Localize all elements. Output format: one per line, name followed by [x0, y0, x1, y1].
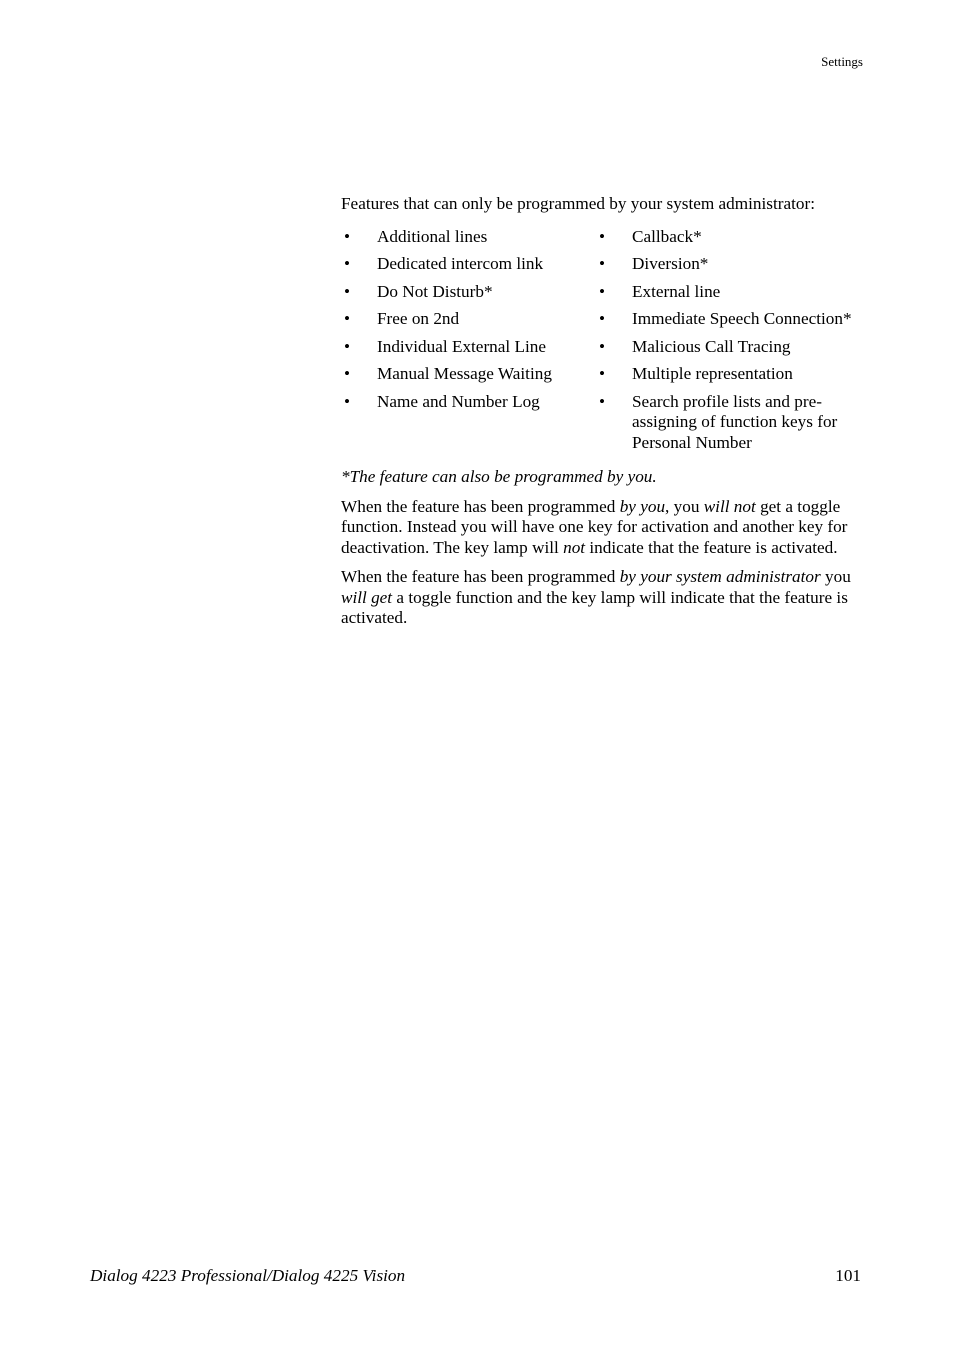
bullet: •: [344, 254, 351, 273]
bullet: •: [344, 336, 351, 356]
list-item: [341, 364, 596, 385]
list-item: [341, 309, 596, 330]
feature-label: External line: [632, 281, 721, 301]
page-number: 101: [835, 1266, 861, 1285]
feature-label: Individual External Line: [377, 336, 546, 356]
paragraph-programmed-by-you: [341, 497, 861, 559]
bullet: •: [344, 281, 351, 301]
emphasis: will not: [703, 496, 756, 516]
list-item: [596, 227, 861, 248]
emphasis: will get: [341, 587, 393, 607]
feature-label: Malicious Call Tracing: [632, 336, 791, 356]
paragraph-programmed-by-admin: [341, 567, 861, 629]
list-item: [596, 392, 861, 454]
text-run: a toggle function and the key lamp will indicate that the feature is activated.: [341, 587, 848, 627]
list-item: [596, 254, 861, 275]
emphasis: by you: [619, 496, 666, 516]
list-item: [341, 392, 596, 454]
text-run: indicate that the feature is activated.: [585, 537, 838, 557]
list-item: [596, 282, 861, 303]
feature-label: Manual Message Waiting: [377, 364, 552, 383]
footer-document-title: Dialog 4223 Professional/Dialog 4225 Vision: [90, 1266, 406, 1285]
feature-label: Diversion*: [632, 254, 709, 273]
footnote: *The feature can also be programmed by you.: [341, 467, 657, 486]
list-item: [341, 337, 596, 358]
text-run: get a toggle function. Instead you will have one key for activation and another key for deactivation. The key lamp will: [341, 496, 848, 557]
list-item: [341, 227, 596, 248]
bullet: •: [599, 254, 606, 273]
text-run: When the feature has been programmed: [341, 496, 620, 516]
bullet: •: [344, 364, 351, 383]
list-item: [596, 364, 861, 385]
bullet: •: [344, 391, 351, 411]
text-run: you: [820, 567, 851, 586]
emphasis: not: [563, 537, 586, 557]
feature-label: Search profile lists and pre-assigning of function keys for Personal Number: [632, 391, 838, 452]
list-item: [341, 254, 596, 275]
intro-text: Features that can only be programmed by your system administrator:: [341, 194, 815, 213]
emphasis: by your system administrator: [619, 567, 821, 586]
bullet: •: [344, 226, 351, 246]
bullet: •: [599, 391, 606, 411]
bullet: •: [599, 226, 606, 246]
bullet: •: [344, 309, 351, 328]
feature-label: Additional lines: [377, 226, 488, 246]
feature-label: Callback*: [632, 226, 702, 246]
text-run: , you: [665, 496, 704, 516]
feature-label: Multiple representation: [632, 364, 793, 383]
list-item: [596, 337, 861, 358]
list-item: [341, 282, 596, 303]
text-run: When the feature has been programmed: [341, 567, 620, 586]
feature-list: [341, 227, 861, 454]
bullet: •: [599, 281, 606, 301]
feature-label: Immediate Speech Connection*: [632, 309, 852, 328]
main-content: [341, 194, 861, 638]
feature-label: Name and Number Log: [377, 391, 540, 411]
list-item: [596, 309, 861, 330]
header-section-title: Settings: [821, 54, 863, 69]
bullet: •: [599, 336, 606, 356]
feature-label: Do Not Disturb*: [377, 281, 493, 301]
bullet: •: [599, 309, 606, 328]
feature-label: Dedicated intercom link: [377, 254, 544, 273]
bullet: •: [599, 364, 606, 383]
feature-label: Free on 2nd: [377, 309, 460, 328]
